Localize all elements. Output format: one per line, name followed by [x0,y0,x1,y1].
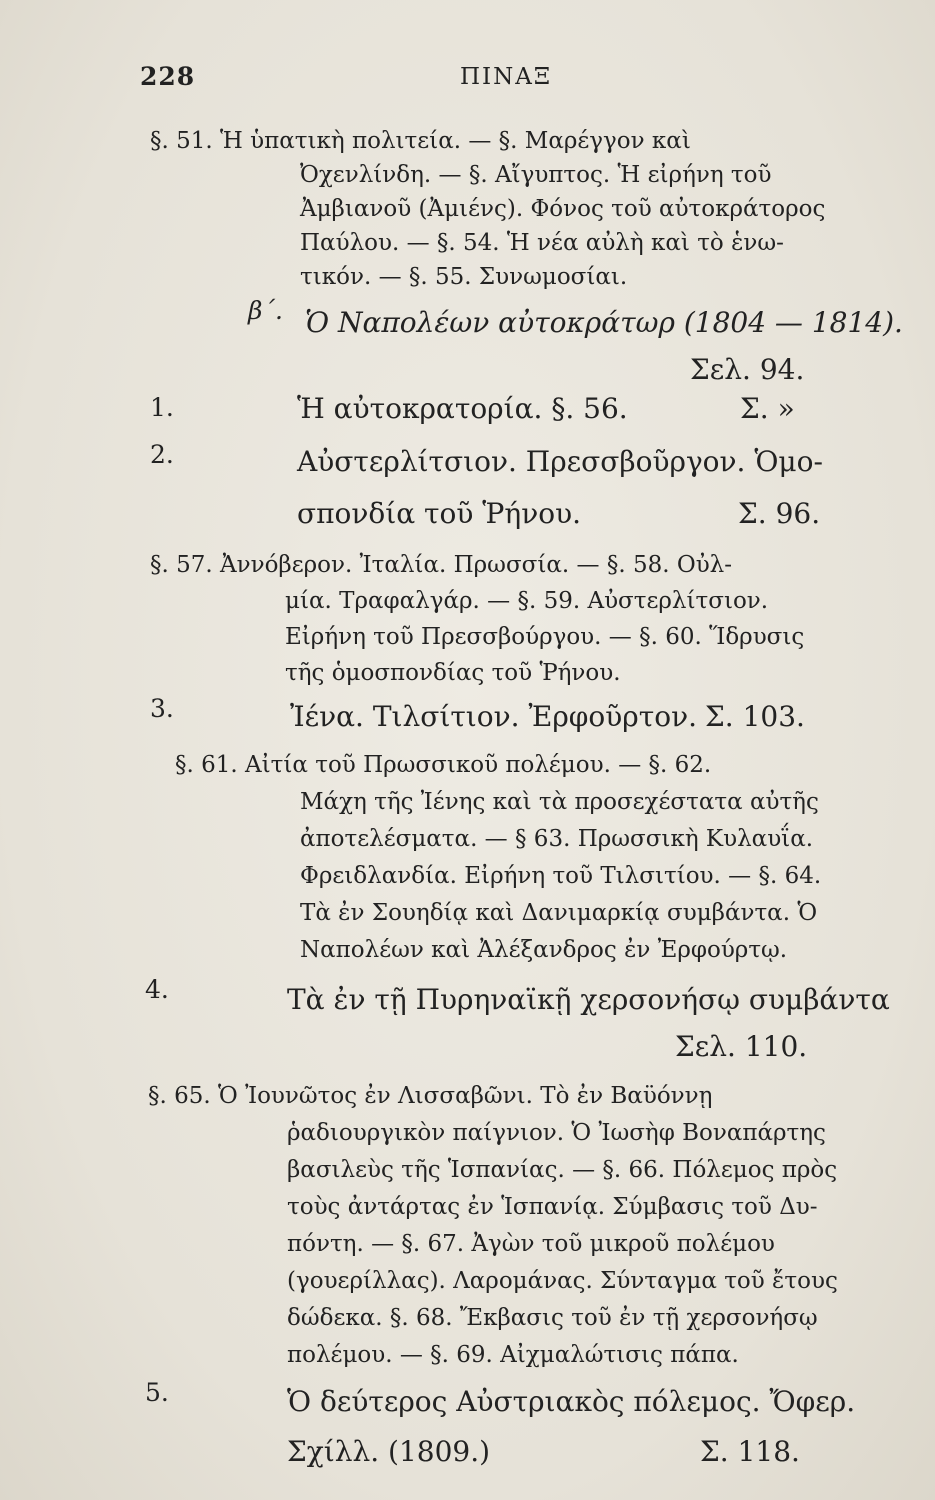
section-heading: Σχίλλ. (1809.) [287,1435,491,1468]
section-number: 2. [150,440,174,469]
page-reference: Σελ. 94. [690,353,805,386]
text-line: Παύλου. — §. 54. Ἡ νέα αὐλὴ καὶ τὸ ἑνω- [300,230,784,256]
text-line: §. 65. Ὁ Ἰουνῶτος ἐν Λισσαβῶνι. Τὸ ἐν Βαϋόννῃ [148,1083,713,1109]
text-line: Ὀχενλίνδη. — §. Αἴγυπτος. Ἡ εἰρήνη τοῦ [300,162,772,188]
text-line: §. 57. Ἀννόβερον. Ἰταλία. Πρωσσία. — §. 58. Οὐλ- [150,552,733,578]
section-number: 5. [145,1378,169,1407]
page-reference: Σ. 118. [700,1435,800,1468]
text-line: πόντη. — §. 67. Ἀγὼν τοῦ μικροῦ πολέμου [287,1231,775,1257]
page-header [140,62,820,102]
text-line: §. 51. Ἡ ὑπατικὴ πολιτεία. — §. Μαρέγγον καὶ [150,128,691,154]
page-reference: Σ. 96. [738,497,821,530]
text-line: Ναπολέων καὶ Ἀλέξανδρος ἐν Ἐρφούρτῳ. [300,937,788,963]
text-line: τικόν. — §. 55. Συνωμοσίαι. [300,264,628,290]
text-line: Φρειδλανδία. Εἰρήνη τοῦ Τιλσιτίου. — §. 64. [300,863,822,889]
text-line: ῥαδιουργικὸν παίγνιον. Ὁ Ἰωσὴφ Βοναπάρτης [287,1120,826,1146]
text-line: τοὺς ἀντάρτας ἐν Ἱσπανίᾳ. Σύμβασις τοῦ Δυ- [287,1194,818,1220]
section-heading: Ἡ αὐτοκρατορία. §. 56. [297,392,628,425]
text-line: πολέμου. — §. 69. Αἰχμαλώτισις πάπα. [287,1342,739,1368]
text-line: τῆς ὁμοσπονδίας τοῦ Ῥήνου. [285,660,621,686]
page-reference: Σελ. 110. [675,1030,808,1063]
text-line: βασιλεὺς τῆς Ἱσπανίας. — §. 66. Πόλεμος πρὸς [287,1157,838,1183]
section-heading: Ὁ δεύτερος Αὐστριακὸς πόλεμος. Ὄφερ. [287,1385,856,1418]
text-line: §. 61. Αἰτία τοῦ Πρωσσικοῦ πολέμου. — §. 62. [175,752,712,778]
text-line: δώδεκα. §. 68. Ἔκβασις τοῦ ἐν τῇ χερσονήσῳ [287,1305,818,1331]
section-heading: Αὐστερλίτσιον. Πρεσσβοῦργον. Ὁμο- [297,445,823,478]
page-number: 228 [140,62,196,91]
text-line: Εἰρήνη τοῦ Πρεσσβούργου. — §. 60. Ἵδρυσις [285,624,805,650]
section-number: β΄. [248,296,283,325]
text-line: ἀποτελέσματα. — § 63. Πρωσσικὴ Κυλαυΐα. [300,826,814,852]
text-line: (γουερίλλας). Λαρομάνας. Σύνταγμα τοῦ ἔτους [287,1268,838,1294]
section-heading: σπονδία τοῦ Ῥήνου. [297,497,582,530]
text-line: Μάχη τῆς Ἰένης καὶ τὰ προσεχέστατα αὐτῆς [300,789,819,815]
section-heading: Ἰένα. Τιλσίτιον. Ἐρφοῦρτον. [290,700,698,733]
section-heading: Ὁ Ναπολέων αὐτοκράτωρ (1804 — 1814). [305,306,903,339]
section-number: 3. [150,694,174,723]
section-heading: Τὰ ἐν τῇ Πυρηναϊκῇ χερσονήσῳ συμβάντα [287,983,890,1016]
section-number: 1. [150,393,174,422]
page-reference: Σ. » [740,392,795,425]
text-line: μία. Τραφαλγάρ. — §. 59. Αὐστερλίτσιον. [285,588,769,614]
page-reference: Σ. 103. [705,700,805,733]
section-number: 4. [145,975,169,1004]
text-line: Ἀμβιανοῦ (Ἀμιένς). Φόνος τοῦ αὐτοκράτορος [300,196,826,222]
text-line: Τὰ ἐν Σουηδίᾳ καὶ Δανιμαρκίᾳ συμβάντα. Ὁ [300,900,818,926]
page-title: ΠΙΝΑΞ [460,64,553,90]
